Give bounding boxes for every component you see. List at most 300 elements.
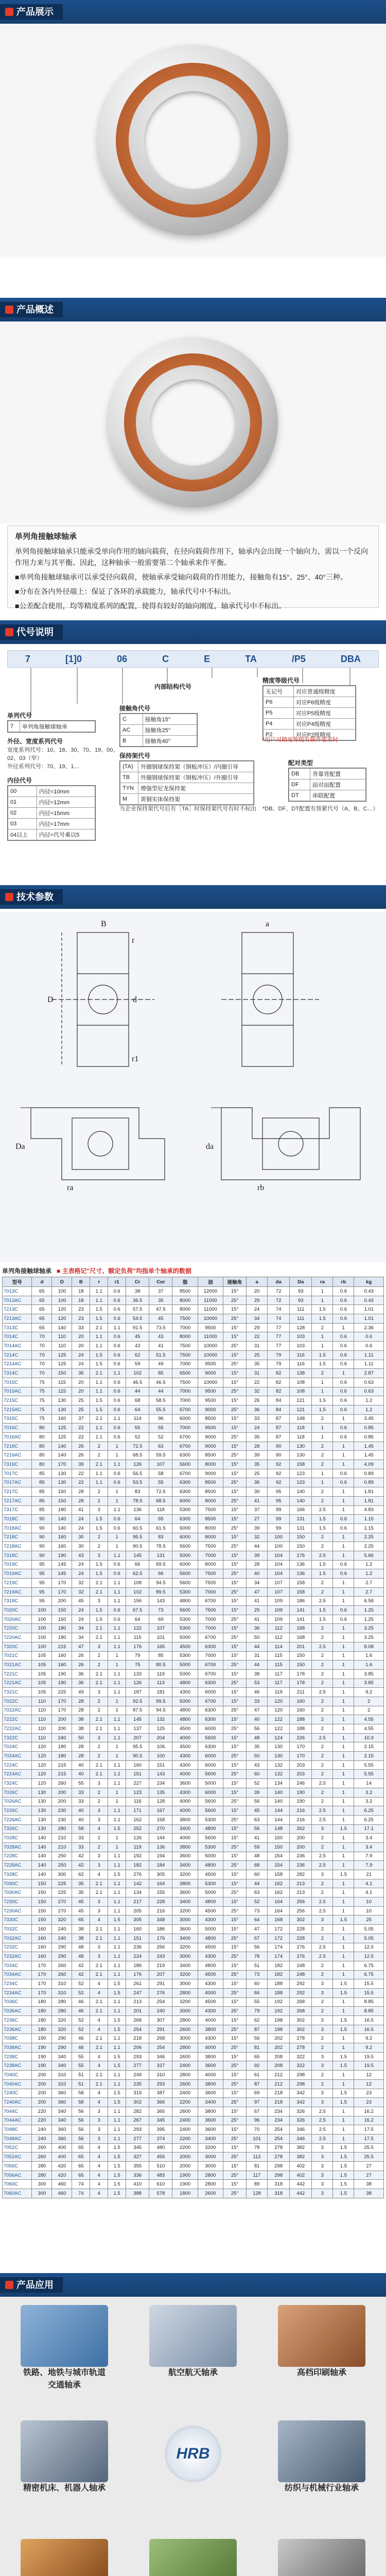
model-cell[interactable]: 7056C (3, 2162, 32, 2171)
table-cell: 28 (72, 1487, 90, 1497)
model-cell[interactable]: 7014AC (3, 1342, 32, 1351)
model-cell[interactable]: 7060C (3, 2180, 32, 2189)
model-cell[interactable]: 7236C (3, 2016, 32, 2025)
section-band-apps (0, 2273, 386, 2297)
table-cell: 254 (149, 1997, 172, 2007)
model-cell[interactable]: 7319C (3, 1597, 32, 1606)
model-cell[interactable]: 7320C (3, 1642, 32, 1651)
dim-label-D: D (47, 995, 54, 1004)
table-cell: 2800 (198, 2180, 223, 2189)
table-cell: 6000 (198, 1760, 223, 1770)
model-cell[interactable]: 7052C (3, 2143, 32, 2153)
table-cell: 1 (333, 1679, 354, 1688)
table-cell: 130 (32, 1788, 52, 1797)
model-cell[interactable]: 7024C (3, 1742, 32, 1752)
table-cell: 578 (149, 2189, 172, 2198)
table-cell: 80 (32, 1423, 52, 1433)
model-cell[interactable]: 7040C (3, 2071, 32, 2080)
table-cell: 38 (126, 1287, 149, 1296)
model-cell[interactable]: 7013AC (3, 1296, 32, 1305)
table-cell: 249 (126, 2071, 149, 2080)
table-row (3, 2089, 384, 2098)
model-cell[interactable]: 7328C (3, 1870, 32, 1879)
model-cell[interactable]: 7313C (3, 1323, 32, 1332)
table-cell: 225 (52, 1888, 72, 1897)
table-cell: 1 (333, 1414, 354, 1423)
table-cell: 0.6 (333, 1350, 354, 1360)
model-cell[interactable]: 7219C (3, 1579, 32, 1588)
model-cell[interactable]: 7234C (3, 1979, 32, 1989)
table-cell: 188 (290, 1715, 312, 1724)
model-cell[interactable]: 7020AC (3, 1615, 32, 1624)
dim-label-B: B (101, 920, 107, 928)
table-cell: 1.5 (333, 2171, 354, 2180)
table-row (3, 1478, 384, 1487)
model-cell[interactable]: 7221AC (3, 1679, 32, 1688)
model-cell[interactable]: 7017AC (3, 1478, 32, 1487)
table-cell: 90 (32, 1515, 52, 1524)
table-cell: 49 (72, 1688, 90, 1697)
model-cell[interactable]: 7056AC (3, 2171, 32, 2180)
table-cell: 84 (268, 1396, 290, 1405)
table-cell: 282 (290, 1870, 312, 1879)
model-cell[interactable]: 7021AC (3, 1660, 32, 1670)
table-cell: 3200 (172, 1997, 198, 2007)
model-cell[interactable]: 7315C (3, 1414, 32, 1423)
model-cell[interactable]: 7326C (3, 1824, 32, 1834)
model-cell[interactable]: 7019C (3, 1560, 32, 1569)
table-cell: 1 (333, 1815, 354, 1824)
model-cell[interactable]: 7216AC (3, 1451, 32, 1460)
table-cell: 37 (72, 1414, 90, 1423)
model-cell[interactable]: 7028AC (3, 1842, 32, 1852)
table-cell: 25° (223, 1405, 246, 1414)
table-cell: 234 (268, 2116, 290, 2125)
model-cell[interactable]: 7234AC (3, 1988, 32, 1997)
table-cell: 327 (126, 2153, 149, 2162)
table-cell: 103 (290, 1342, 312, 1351)
table-cell: 77 (268, 1342, 290, 1351)
table-row (3, 1870, 384, 1879)
table-cell: 4000 (172, 1834, 198, 1843)
table-cell: 38 (247, 1669, 268, 1679)
table-cell: 156 (126, 1597, 149, 1606)
model-cell[interactable]: 7015C (3, 1378, 32, 1387)
table-row (3, 2079, 384, 2089)
table-cell: 1 (312, 1378, 333, 1387)
table-cell: 1.01 (354, 1314, 384, 1324)
table-cell: 62 (72, 1870, 90, 1879)
model-cell[interactable]: 7030C (3, 1879, 32, 1888)
table-cell: 27 (354, 2162, 384, 2171)
table-cell: 119 (149, 1669, 172, 1679)
table-cell: 15° (223, 1979, 246, 1989)
model-cell[interactable]: 7044C (3, 2107, 32, 2116)
model-cell[interactable]: 7214C (3, 1350, 32, 1360)
table-cell: 30 (72, 1542, 90, 1551)
model-cell[interactable]: 7036AC (3, 2007, 32, 2016)
table-cell: 7000 (172, 1360, 198, 1369)
table-cell: 2 (312, 1697, 333, 1706)
table-cell: 7000 (198, 1551, 223, 1560)
table-cell: 17.5 (354, 2134, 384, 2143)
table-cell: 2.1 (90, 1679, 108, 1688)
bullet-icon (5, 2281, 13, 2289)
table-cell: 162 (126, 1815, 149, 1824)
model-cell[interactable]: 7324C (3, 1779, 32, 1788)
table-cell: 64 (126, 1515, 149, 1524)
table-cell: 31 (247, 1651, 268, 1660)
table-cell: 32 (72, 1587, 90, 1597)
table-cell: 402 (290, 2162, 312, 2171)
table-cell: 22 (72, 1469, 90, 1478)
table-cell: 1.1 (108, 1779, 126, 1788)
table-cell: 9500 (198, 1323, 223, 1332)
model-cell[interactable]: 7322C (3, 1733, 32, 1742)
table-cell: 5.55 (354, 1760, 384, 1770)
code-cell: P2 (264, 730, 294, 740)
table-cell: 5000 (198, 1888, 223, 1897)
table-cell: 33 (72, 1788, 90, 1797)
model-cell[interactable]: 7222AC (3, 1724, 32, 1734)
model-cell[interactable]: 7224C (3, 1760, 32, 1770)
model-cell[interactable]: 7036C (3, 1997, 32, 2007)
table-cell: 17.1 (354, 1824, 384, 1834)
table-cell: 280 (52, 1824, 72, 1834)
table-cell: 81 (247, 2162, 268, 2171)
model-cell[interactable]: 7215C (3, 1396, 32, 1405)
table-cell: 145 (126, 1551, 149, 1560)
model-cell[interactable]: 7321C (3, 1688, 32, 1697)
table-cell: 2400 (172, 2125, 198, 2134)
table-cell: 1 (333, 1952, 354, 1961)
table-cell: 2.5 (312, 1688, 333, 1697)
model-cell[interactable]: 7317C (3, 1505, 32, 1515)
table-cell: 3000 (198, 2162, 223, 2171)
model-cell[interactable]: 7217AC (3, 1496, 32, 1505)
model-cell[interactable]: 7018C (3, 1515, 32, 1524)
table-row (3, 1651, 384, 1660)
model-cell[interactable]: 7034C (3, 1961, 32, 1970)
model-cell[interactable]: 7220AC (3, 1633, 32, 1642)
table-cell: 5300 (172, 1615, 198, 1624)
table-cell: 60 (247, 1770, 268, 1779)
table-cell: 318 (268, 2180, 290, 2189)
table-cell: 340 (52, 2116, 72, 2125)
model-cell[interactable]: 7034AC (3, 1970, 32, 1979)
table-cell: 204 (149, 1733, 172, 1742)
table-cell: 134 (126, 1888, 149, 1897)
table-cell: 2.36 (354, 1323, 384, 1332)
model-cell[interactable]: 7032C (3, 1925, 32, 1934)
table-cell: 167 (149, 1806, 172, 1816)
table-cell: 52 (126, 1433, 149, 1442)
table-cell: 130 (52, 1469, 72, 1478)
table-cell: 207 (126, 1733, 149, 1742)
table-cell: 55 (72, 2052, 90, 2061)
table-cell: 40 (72, 1770, 90, 1779)
table-cell: 1.5 (333, 2052, 354, 2061)
model-cell[interactable]: 7017C (3, 1469, 32, 1478)
table-cell: 1 (108, 1442, 126, 1451)
table-cell: 162 (268, 1888, 290, 1897)
table-cell: 87 (268, 1423, 290, 1433)
model-cell[interactable]: 7240C (3, 2089, 32, 2098)
model-cell[interactable]: 7019AC (3, 1569, 32, 1579)
model-cell[interactable]: 7240AC (3, 2098, 32, 2107)
model-cell[interactable]: 7028C (3, 1834, 32, 1843)
table-cell: 25° (223, 2116, 246, 2125)
table-cell: 2.5 (312, 2125, 333, 2134)
table-cell: 360 (52, 2089, 72, 2098)
table-cell: 4500 (198, 1906, 223, 1916)
table-cell: 1.5 (333, 2180, 354, 2189)
model-cell[interactable]: 7218C (3, 1533, 32, 1542)
table-cell: 1 (312, 1342, 333, 1351)
model-cell[interactable]: 7024AC (3, 1752, 32, 1761)
table-cell: 160 (52, 1660, 72, 1670)
table-cell: 51 (72, 2079, 90, 2089)
table-cell: 6000 (198, 1752, 223, 1761)
table-cell: 0.6 (108, 1523, 126, 1533)
table-cell: 47.5 (149, 1305, 172, 1314)
table-cell: 230 (52, 1815, 72, 1824)
table-cell: 5600 (172, 1606, 198, 1615)
table-cell: 1.5 (90, 1606, 108, 1615)
model-cell[interactable]: 7018AC (3, 1523, 32, 1533)
table-cell: 3000 (172, 2034, 198, 2043)
table-cell: 8500 (198, 1487, 223, 1497)
table-row (3, 1788, 384, 1797)
model-cell[interactable]: 7232AC (3, 1952, 32, 1961)
model-cell[interactable]: 7014C (3, 1332, 32, 1342)
table-cell: 6300 (198, 1642, 223, 1651)
table-cell: 7500 (198, 1606, 223, 1615)
model-cell[interactable]: 7215AC (3, 1405, 32, 1414)
table-cell: 110 (52, 1332, 72, 1342)
table-cell: 2800 (172, 1988, 198, 1997)
table-cell: 3 (312, 2016, 333, 2025)
model-cell[interactable]: 7228AC (3, 1861, 32, 1870)
model-cell[interactable]: 7026C (3, 1788, 32, 1797)
app-caption: 高档印刷轴承 (296, 2368, 346, 2377)
code-cell: 面对面配置 (310, 779, 365, 790)
table-cell: 178 (290, 1669, 312, 1679)
model-cell[interactable]: 7022AC (3, 1706, 32, 1715)
model-cell[interactable]: 7226C (3, 1806, 32, 1816)
table-cell: 16.2 (354, 2116, 384, 2125)
table-cell: 2.15 (354, 1742, 384, 1752)
section-title: 产品展示 (16, 7, 54, 17)
table-cell: 92 (268, 1460, 290, 1469)
model-cell[interactable]: 7318C (3, 1551, 32, 1560)
table-cell: 0.6 (108, 1314, 126, 1324)
model-cell[interactable]: 7224AC (3, 1770, 32, 1779)
table-cell: 97 (247, 2098, 268, 2107)
model-cell[interactable]: 7216C (3, 1442, 32, 1451)
model-cell[interactable]: 7060AC (3, 2189, 32, 2198)
model-cell[interactable]: 7048AC (3, 2134, 32, 2143)
table-cell: 1.5 (108, 2016, 126, 2025)
model-cell[interactable]: 7038C (3, 2034, 32, 2043)
model-cell[interactable]: 7238AC (3, 2061, 32, 2071)
table-cell: 2 (312, 2079, 333, 2089)
table-cell: 217 (126, 1897, 149, 1907)
table-cell: 7000 (198, 1615, 223, 1624)
app-card (278, 2305, 365, 2379)
table-cell: 278 (290, 2043, 312, 2053)
model-cell[interactable]: 7220C (3, 1624, 32, 1633)
table-row (3, 2052, 384, 2061)
table-cell: 2.7 (354, 1579, 384, 1588)
table-row (3, 1515, 384, 1524)
table-cell: 40 (72, 1760, 90, 1770)
model-cell[interactable]: 7316C (3, 1460, 32, 1469)
table-cell: 293 (149, 2079, 172, 2089)
table-cell: 82 (268, 1378, 290, 1387)
model-cell[interactable]: 7222C (3, 1715, 32, 1724)
table-cell: 1 (333, 1496, 354, 1505)
model-cell[interactable]: 7236AC (3, 2025, 32, 2034)
table-cell: 151 (126, 1770, 149, 1779)
table-cell: 50 (247, 1752, 268, 1761)
table-cell: 99.5 (149, 1697, 172, 1706)
table-row (3, 1679, 384, 1688)
model-cell[interactable]: 7238C (3, 2052, 32, 2061)
model-cell[interactable]: 7330C (3, 1916, 32, 1925)
table-cell: 168 (268, 1916, 290, 1925)
table-cell: 2.1 (90, 1770, 108, 1779)
table-cell: 228 (149, 1897, 172, 1907)
description-paragraph: 单列角接触球轴承只能承受单向作用的轴向载荷，在径向载荷作用下，轴承内会出现一个轴向力，需以一个反向作用力来与其平衡。因此，这种轴承一般需要第二个轴承来作平衡。 (15, 547, 368, 567)
model-cell[interactable]: 7052AC (3, 2153, 32, 2162)
table-cell: 23 (354, 2098, 384, 2107)
table-cell: 2 (312, 1760, 333, 1770)
model-cell[interactable]: 7314C (3, 1369, 32, 1378)
table-cell: 3 (90, 2125, 108, 2134)
table-cell: 3600 (198, 2061, 223, 2071)
table-cell: 30 (72, 1533, 90, 1542)
model-cell[interactable]: 7015AC (3, 1387, 32, 1396)
model-cell[interactable]: 7230C (3, 1897, 32, 1907)
model-cell[interactable]: 7016AC (3, 1433, 32, 1442)
table-cell: 4 (90, 2016, 108, 2025)
table-cell: 92 (247, 2061, 268, 2071)
table-cell: 6.25 (354, 1806, 384, 1816)
table-cell: 260 (52, 1779, 72, 1788)
table-cell: 52 (149, 1433, 172, 1442)
model-cell[interactable]: 7228C (3, 1852, 32, 1861)
table-cell: 87 (247, 2025, 268, 2034)
table-cell: 236 (126, 1943, 149, 1952)
table-row (3, 1943, 384, 1952)
table-cell: 0.6 (333, 1287, 354, 1296)
table-cell: 1.81 (354, 1487, 384, 1497)
model-cell[interactable]: 7016C (3, 1423, 32, 1433)
model-cell[interactable]: 7044AC (3, 2116, 32, 2125)
model-cell[interactable]: 7218AC (3, 1542, 32, 1551)
table-cell: 1 (108, 1706, 126, 1715)
table-cell: 268 (149, 2034, 172, 2043)
model-cell[interactable]: 7213AC (3, 1314, 32, 1324)
model-cell[interactable]: 7030AC (3, 1888, 32, 1897)
table-cell: 20 (72, 1378, 90, 1387)
table-row (3, 1660, 384, 1670)
model-cell[interactable]: 7040AC (3, 2079, 32, 2089)
table-cell: 95.5 (126, 1533, 149, 1542)
table-cell: 247 (126, 1988, 149, 1997)
table-row (3, 1815, 384, 1824)
table-cell: 3 (90, 1779, 108, 1788)
params-table (2, 1277, 384, 2198)
table-cell: 25° (223, 1770, 246, 1779)
model-cell[interactable]: 7219AC (3, 1587, 32, 1597)
table-row (3, 1642, 384, 1651)
model-cell[interactable]: 7032AC (3, 1934, 32, 1943)
table-cell: 15° (223, 1642, 246, 1651)
model-cell[interactable]: 7038AC (3, 2043, 32, 2053)
model-cell[interactable]: 7232C (3, 1943, 32, 1952)
model-cell[interactable]: 7013C (3, 1287, 32, 1296)
table-row (3, 1770, 384, 1779)
table-cell: 80 (32, 1442, 52, 1451)
table-cell: 165 (149, 1642, 172, 1651)
model-cell[interactable]: 7213C (3, 1305, 32, 1314)
model-cell[interactable]: 7021C (3, 1651, 32, 1660)
table-cell: 280 (52, 1997, 72, 2007)
model-cell[interactable]: 7221C (3, 1669, 32, 1679)
table-cell: 1 (333, 1715, 354, 1724)
table-cell: 79 (268, 1350, 290, 1360)
table-cell: 25° (223, 1569, 246, 1579)
table-cell: 1.5 (312, 1615, 333, 1624)
model-cell[interactable]: 7230AC (3, 1906, 32, 1916)
table-cell: 207 (149, 1970, 172, 1979)
table-cell: 61 (247, 2071, 268, 2080)
model-cell[interactable]: 7048C (3, 2125, 32, 2134)
table-cell: 85 (32, 1478, 52, 1487)
table-row (3, 1405, 384, 1414)
app-image (21, 2420, 108, 2482)
params-column-header: 型号 (3, 1277, 32, 1287)
model-cell[interactable]: 7022C (3, 1697, 32, 1706)
params-column-header: ra (312, 1277, 333, 1287)
table-cell: 0.6 (333, 1314, 354, 1324)
model-cell[interactable]: 7214AC (3, 1360, 32, 1369)
bearing-cage (124, 353, 262, 492)
model-cell[interactable]: 7026AC (3, 1797, 32, 1806)
model-cell[interactable]: 7226AC (3, 1815, 32, 1824)
table-row (3, 1342, 384, 1351)
table-cell: 2.1 (90, 1579, 108, 1588)
table-cell: 6000 (172, 1496, 198, 1505)
app-image (21, 2539, 108, 2576)
table-cell: 1.1 (90, 1433, 108, 1442)
table-cell: 42 (72, 1970, 90, 1979)
model-cell[interactable]: 7020C (3, 1606, 32, 1615)
table-cell: 160 (52, 1533, 72, 1542)
table-cell: 23 (72, 1305, 90, 1314)
table-cell: 0.6 (333, 1387, 354, 1396)
table-cell: 1.1 (108, 1679, 126, 1688)
table-cell: 2600 (172, 2052, 198, 2061)
table-cell: 1 (333, 1906, 354, 1916)
model-cell[interactable]: 7217C (3, 1487, 32, 1497)
table-cell: 42 (72, 1861, 90, 1870)
table-cell: 170 (52, 1587, 72, 1597)
table-cell: 342 (290, 2089, 312, 2098)
table-cell: 228 (290, 1925, 312, 1934)
